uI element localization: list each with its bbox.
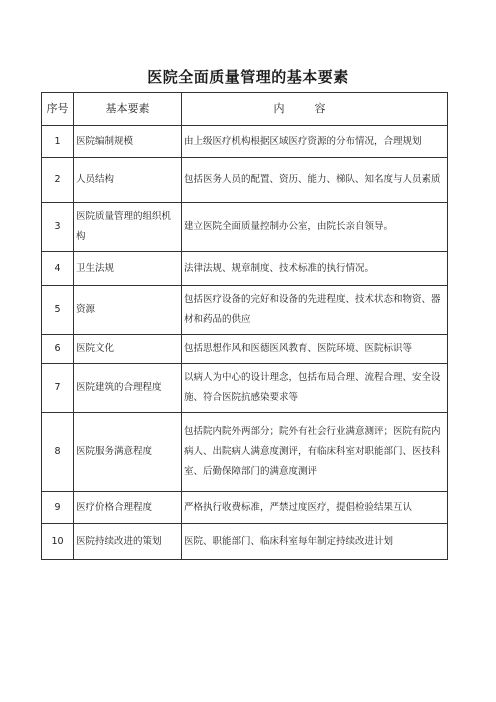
row-content: 医院、职能部门、临床科室每年制定持续改进计划 xyxy=(182,524,448,560)
row-content: 法律法规、规章制度、技术标准的执行情况。 xyxy=(182,252,448,286)
row-element: 医院质量管理的组织机构 xyxy=(74,203,182,252)
row-number: 1 xyxy=(42,126,74,158)
table-row xyxy=(42,203,448,252)
row-number: 7 xyxy=(42,364,74,413)
row-number: 8 xyxy=(42,413,74,492)
table-row xyxy=(42,335,448,364)
row-content: 由上级医疗机构根据区域医疗资源的分布情况，合理规划 xyxy=(182,126,448,158)
row-content: 包括思想作风和医德医风教育、医院环境、医院标识等 xyxy=(182,335,448,364)
row-element: 医院持续改进的策划 xyxy=(74,524,182,560)
header-element: 基本要素 xyxy=(74,93,182,126)
row-element: 资源 xyxy=(74,286,182,335)
row-content: 以病人为中心的设计理念，包括布局合理、流程合理、安全设施、符合医院抗感染要求等 xyxy=(182,364,448,413)
table-row xyxy=(42,492,448,524)
row-element: 医院建筑的合理程度 xyxy=(74,364,182,413)
row-content: 包括院内院外两部分；院外有社会行业满意测评；医院有院内病人、出院病人满意度测评，有临床科室对职能部门、医技科室、后勤保障部门的满意度测评 xyxy=(182,413,448,492)
header-number: 序号 xyxy=(42,93,74,126)
row-element: 卫生法规 xyxy=(74,252,182,286)
table-row xyxy=(42,524,448,560)
header-content: 内容 xyxy=(182,93,448,126)
table-row xyxy=(42,126,448,158)
elements-table xyxy=(41,92,448,560)
row-element: 医院编制规模 xyxy=(74,126,182,158)
table-row xyxy=(42,413,448,492)
table-row xyxy=(42,252,448,286)
row-number: 9 xyxy=(42,492,74,524)
row-content: 包括医疗设备的完好和设备的先进程度、技术状态和物资、器材和药品的供应 xyxy=(182,286,448,335)
row-content: 建立医院全面质量控制办公室，由院长亲自领导。 xyxy=(182,203,448,252)
row-content: 包括医务人员的配置、资历、能力、梯队、知名度与人员素质 xyxy=(182,158,448,203)
table-row xyxy=(42,158,448,203)
row-element: 医院服务满意程度 xyxy=(74,413,182,492)
table-header-row xyxy=(42,93,448,126)
table-row xyxy=(42,286,448,335)
row-element: 人员结构 xyxy=(74,158,182,203)
row-number: 3 xyxy=(42,203,74,252)
row-content: 严格执行收费标准，严禁过度医疗，提倡检验结果互认 xyxy=(182,492,448,524)
row-number: 6 xyxy=(42,335,74,364)
row-number: 10 xyxy=(42,524,74,560)
row-number: 2 xyxy=(42,158,74,203)
row-element: 医院文化 xyxy=(74,335,182,364)
document-title: 医院全面质量管理的基本要素 xyxy=(147,68,349,86)
table-row xyxy=(42,364,448,413)
row-number: 4 xyxy=(42,252,74,286)
row-element: 医疗价格合理程度 xyxy=(74,492,182,524)
row-number: 5 xyxy=(42,286,74,335)
